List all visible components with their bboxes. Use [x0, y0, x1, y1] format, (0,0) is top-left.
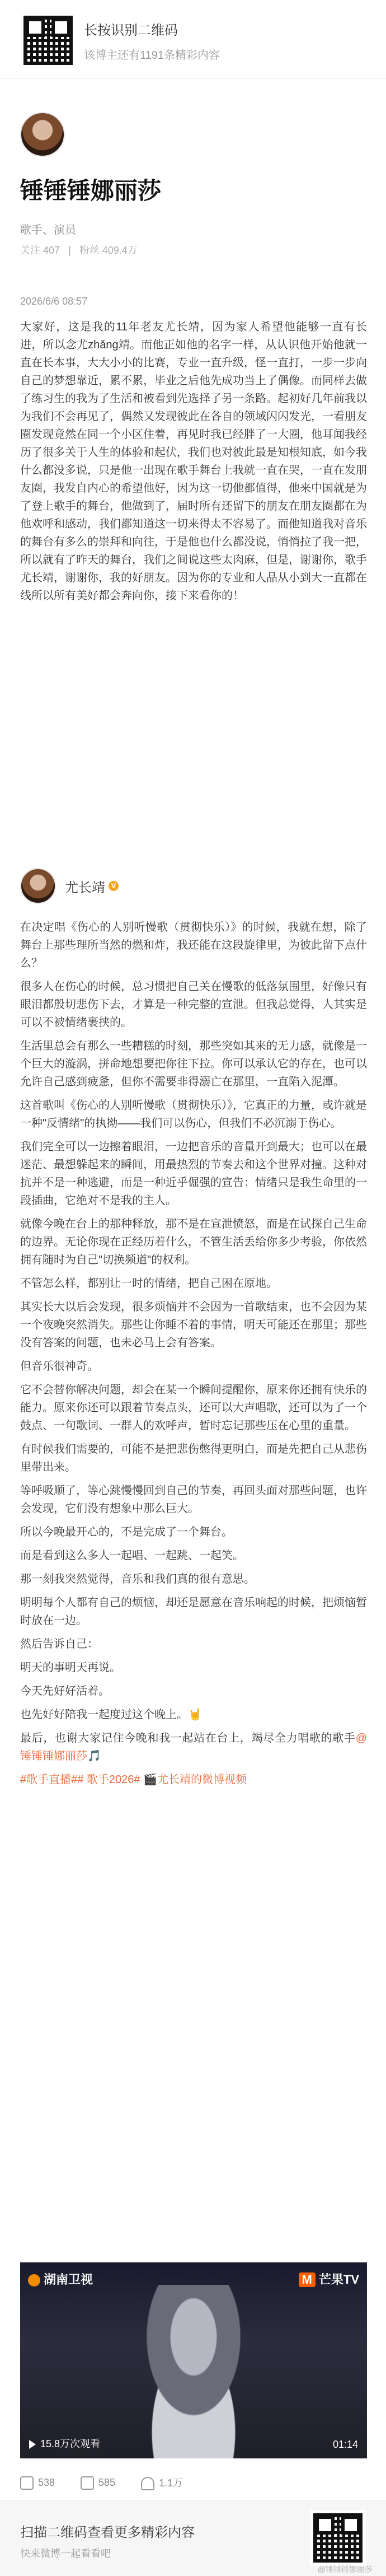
comment-icon — [81, 2476, 94, 2490]
post-text: 大家好，这是我的11年老友尤长靖，因为家人希望他能够一直有长进，所以念尤zhǎng靖。而他正如他的名字一样，从认识他开始他就一直在长本事，大大小小的比赛，专业一直升级，怪一直打，一步一步向自己的梦想靠近，累不累，毕业之后他先成功当上了偶像。而同样去做了练习生的我为了生活和被看到先选择了另一条路。起初好几年前我以为我们不会再见了，偶然又发现彼此在各自的领域闪闪发光，一看朋友圈发现竟然在同一个小区住着，再见时我已经胖了一大圈，他耳闻我经历了很多关于人生的体验和起伏，我们也对彼此最是知根知底，如今我什么都没多说，只是他一出现在歌手舞台上我就一直在哭，一直在发朋友圈，我发自内心的希望他好，因为这一切他都值得，他来中国就是为了登上歌手的舞台，他做到了，届时所有还留下的朋友在朋友圈都在为他欢呼和感动，我们都知道这一切来得太不容易了。而他知道我对音乐的舞台有多么的崇拜和向往，于是他也什么都没说，悄悄拉了我一把，所以就有了昨天的舞台，我们之间说这些太肉麻，但是，谢谢你，歌手尤长靖，谢谢你，我的好朋友。因为你的专业和人品从小到大一直都在线所以所有美好都会奔向你，接下来看你的！ — [20, 321, 367, 602]
paragraph — [20, 1729, 367, 1765]
paragraph: 其实长大以后会发现，很多烦恼并不会因为一首歌结束，也不会因为某一个夜晚突然消失。那些让你睡不着的事情，明天可能还在那里；那些没有答案的问题，也未必马上会有答案。 — [20, 1301, 367, 1349]
footer-qr-code-icon[interactable] — [313, 2513, 363, 2563]
quoted-avatar[interactable] — [20, 868, 56, 904]
paragraph: 就像今晚在台上的那种释放，那不是在宣泄愤怒，而是在试探自己生命的边界。无论你现在正经历着什么，不管生活丢给你多少考验，你依然拥有随时为自己"切换频道"的权利。 — [20, 1218, 367, 1266]
paragraph: 它不会替你解决问题，却会在某一个瞬间提醒你，原来你还拥有快乐的能力。原来你还可以跟着节奏点头，还可以大声唱歌，还可以为了一个鼓点、一句歌词、一群人的欢呼声，暂时忘记那些压在心里的重量。 — [20, 1384, 367, 1432]
follow-count[interactable]: 关注 407 — [20, 245, 60, 256]
repost-icon — [20, 2476, 34, 2490]
verified-badge-icon: V — [109, 881, 119, 891]
paragraph: 有时候我们需要的，可能不是把悲伤憋得更明白，而是先把自己从悲伤里带出来。 — [20, 1443, 367, 1473]
quoted-author-name[interactable]: 尤长靖 — [65, 880, 105, 895]
play-icon[interactable] — [29, 2440, 36, 2449]
paragraph: 所以今晚最开心的，不是完成了一个舞台。 — [20, 1526, 233, 1538]
channel-logo-left: 湖南卫视 — [28, 2270, 93, 2288]
paragraph: 等呼吸顺了，等心跳慢慢回到自己的节奏，再回头面对那些问题，也许会发现，它们没有想象中那么巨大。 — [20, 1485, 367, 1515]
like-button[interactable]: 1.1万 — [141, 2475, 183, 2490]
video-player[interactable] — [20, 2262, 367, 2458]
profile-name[interactable]: 锤锤锤娜丽莎 — [20, 178, 162, 204]
footer-title: 扫描二维码查看更多精彩内容 — [20, 2525, 195, 2540]
paragraph: 明明每个人都有自己的烦恼，却还是愿意在音乐响起的时候，把烦恼暂时放在一边。 — [20, 1597, 367, 1627]
paragraph: 我们完全可以一边擦着眼泪，一边把音乐的音量开到最大；也可以在最迷茫、最想躲起来的瞬间，用最热烈的节奏去和这个世界对撞。这种对抗并不是一种逃避，而是一种近乎倔强的宣告：情绪只是我生命里的一段插曲，它绝对不是我的主人。 — [20, 1141, 367, 1207]
hashtags[interactable]: #歌手直播## 歌手2026# 🎬尤长靖的微博视频 — [20, 1774, 247, 1786]
closing-text: 最后，也谢大家记住今晚和我一起站在台上，竭尽全力唱歌的歌手 — [20, 1732, 356, 1744]
channel-logo-right: M 芒果TV — [299, 2270, 359, 2288]
paragraph: 也先好好陪我一起度过这个晚上。🤘 — [20, 1709, 202, 1721]
comment-button[interactable]: 585 — [81, 2476, 115, 2490]
paragraph: 而是看到这么多人一起唱、一起跳、一起笑。 — [20, 1550, 244, 1562]
qr-code-icon[interactable] — [23, 16, 73, 65]
avatar[interactable] — [20, 112, 65, 157]
like-icon — [141, 2477, 154, 2490]
video-views: 15.8万次观看 — [29, 2436, 100, 2451]
paragraph: 那一刻我突然觉得，音乐和我们真的很有意思。 — [20, 1573, 255, 1585]
paragraph: 这首歌叫《伤心的人别听慢歌（贯彻快乐）》，它真正的力量，或许就是一种"反情绪"的执拗——我们可以伤心，但我们不必沉溺于伤心。 — [20, 1099, 367, 1130]
footer-subtitle: 快来微博一起看看吧 — [20, 2548, 111, 2559]
quoted-author[interactable] — [20, 868, 119, 904]
paragraph: 在决定唱《伤心的人别听慢歌（贯彻快乐）》的时候，我就在想，除了舞台上那些理所当然的燃和炸，我还能在这段旋律里，为彼此留下点什么？ — [20, 921, 367, 969]
repost-button[interactable]: 538 — [20, 2476, 55, 2490]
paragraph: 然后告诉自己： — [20, 1638, 98, 1650]
hunan-tv-icon — [28, 2274, 40, 2286]
paragraph: 生活里总会有那么一些糟糕的时刻，那些突如其来的无力感，就像是一个巨大的漩涡，拼命地想要把你往下拉。你可以承认它的存在，也可以允许自己感到疲惫，但你不需要非得溺亡在那里，一直陷入泥潭。 — [20, 1040, 367, 1088]
watermark: @锤锤锤娜丽莎 — [317, 2565, 373, 2574]
post-date: 2026/6/6 08:57 — [20, 296, 88, 307]
profile-role: 歌手、演员 — [20, 224, 76, 236]
paragraph: 很多人在伤心的时候，总习惯把自己关在慢歌的低落氛围里，好像只有眼泪都殷切悲伤下去，才算是一种完整的宣泄。但我总觉得，人其实是可以不被情绪裹挟的。 — [20, 981, 367, 1029]
share-title: 长按识别二维码 — [84, 23, 178, 38]
share-subtitle: 该博主还有1191条精彩内容 — [84, 49, 220, 62]
paragraph: 今天先好好活着。 — [20, 1685, 110, 1697]
share-header — [0, 0, 386, 79]
video-frame — [121, 2285, 266, 2458]
profile-stats: 关注 407 | 粉丝 409.4万 — [20, 245, 138, 256]
emoji: 🎵 — [87, 1750, 101, 1762]
profile-card — [20, 112, 367, 257]
paragraph: 但音乐很神奇。 — [20, 1360, 98, 1373]
action-bar — [20, 2475, 367, 2490]
mention-link[interactable]: @锤锤锤娜丽莎 — [20, 1732, 367, 1762]
fans-count[interactable]: 粉丝 409.4万 — [79, 245, 138, 256]
mango-tv-icon: M — [299, 2272, 316, 2287]
video-duration: 01:14 — [332, 2439, 358, 2450]
share-footer — [0, 2500, 386, 2576]
paragraph: 不管怎么样，都别让一时的情绪，把自己困在原地。 — [20, 1277, 277, 1290]
paragraph: 明天的事明天再说。 — [20, 1662, 121, 1674]
quoted-post-body — [20, 918, 367, 1794]
